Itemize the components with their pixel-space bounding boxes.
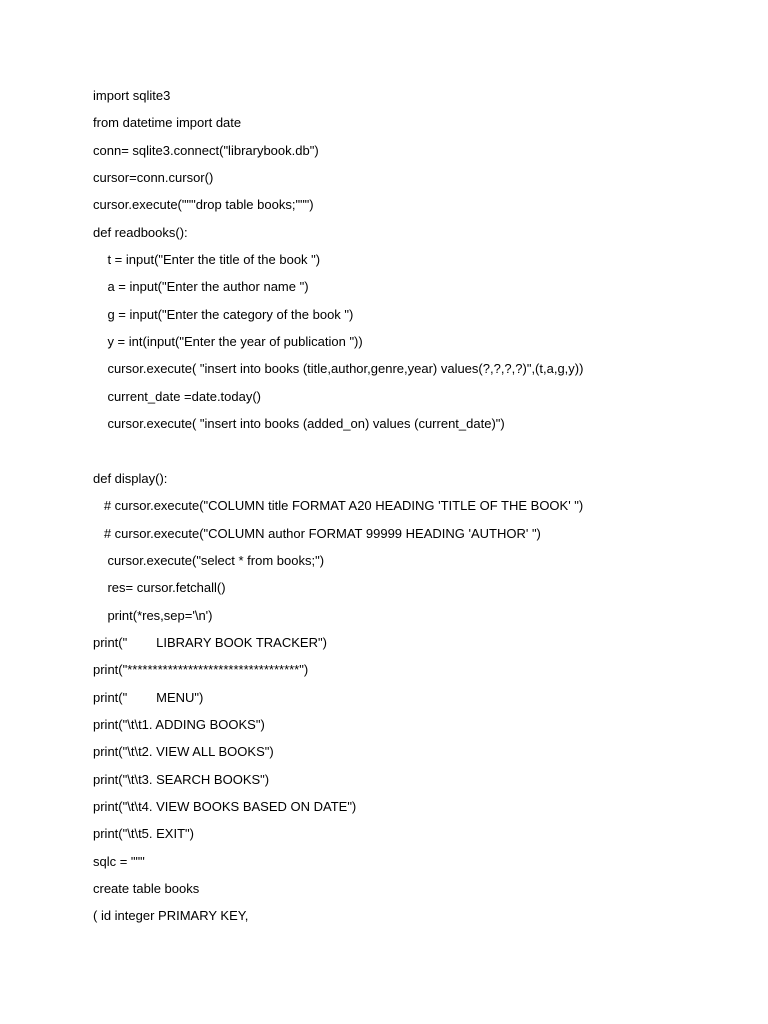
code-line: ( id integer PRIMARY KEY, [93, 908, 249, 924]
code-line: print(" LIBRARY BOOK TRACKER") [93, 634, 327, 650]
code-line: print("\t\t1. ADDING BOOKS") [93, 716, 265, 732]
code-line: print("\t\t4. VIEW BOOKS BASED ON DATE") [93, 798, 357, 814]
code-line: print(" MENU") [93, 689, 204, 705]
code-line: print(*res,sep='\n') [93, 607, 213, 623]
code-line: sqlc = """ [93, 853, 145, 869]
code-line: g = input("Enter the category of the book ") [93, 306, 354, 322]
code-line: # cursor.execute("COLUMN author FORMAT 99999 HEADING 'AUTHOR' ") [93, 525, 541, 541]
code-line: import sqlite3 [93, 88, 171, 103]
blank-line [93, 442, 583, 469]
code-line: create table books [93, 880, 200, 896]
code-line: cursor.execute( "insert into books (title,author,genre,year) values(?,?,?,?)",(t,a,g,y)) [93, 361, 584, 377]
code-line: print("\t\t5. EXIT") [93, 826, 194, 842]
code-line: cursor.execute("select * from books;") [93, 552, 325, 568]
code-line: conn= sqlite3.connect("librarybook.db") [93, 142, 319, 158]
code-line: t = input("Enter the title of the book ") [93, 252, 321, 268]
code-text-block [93, 87, 583, 935]
code-line: def display(): [93, 470, 168, 486]
code-line: from datetime import date [93, 115, 242, 131]
code-line: print("\t\t2. VIEW ALL BOOKS") [93, 744, 274, 760]
code-line: cursor.execute("""drop table books;""") [93, 197, 314, 213]
code-line: # cursor.execute("COLUMN title FORMAT A20 HEADING 'TITLE OF THE BOOK' ") [93, 498, 584, 514]
code-line: print("**********************************") [93, 662, 309, 678]
code-line: print("\t\t3. SEARCH BOOKS") [93, 771, 270, 787]
code-line: a = input("Enter the author name ") [93, 279, 309, 295]
code-line: current_date =date.today() [93, 388, 262, 404]
code-line: cursor=conn.cursor() [93, 170, 214, 186]
code-line: y = int(input("Enter the year of publication ")) [93, 334, 363, 350]
code-line: def readbooks(): [93, 224, 188, 240]
code-line: res= cursor.fetchall() [93, 580, 226, 596]
code-line: cursor.execute( "insert into books (added_on) values (current_date)") [93, 416, 505, 432]
